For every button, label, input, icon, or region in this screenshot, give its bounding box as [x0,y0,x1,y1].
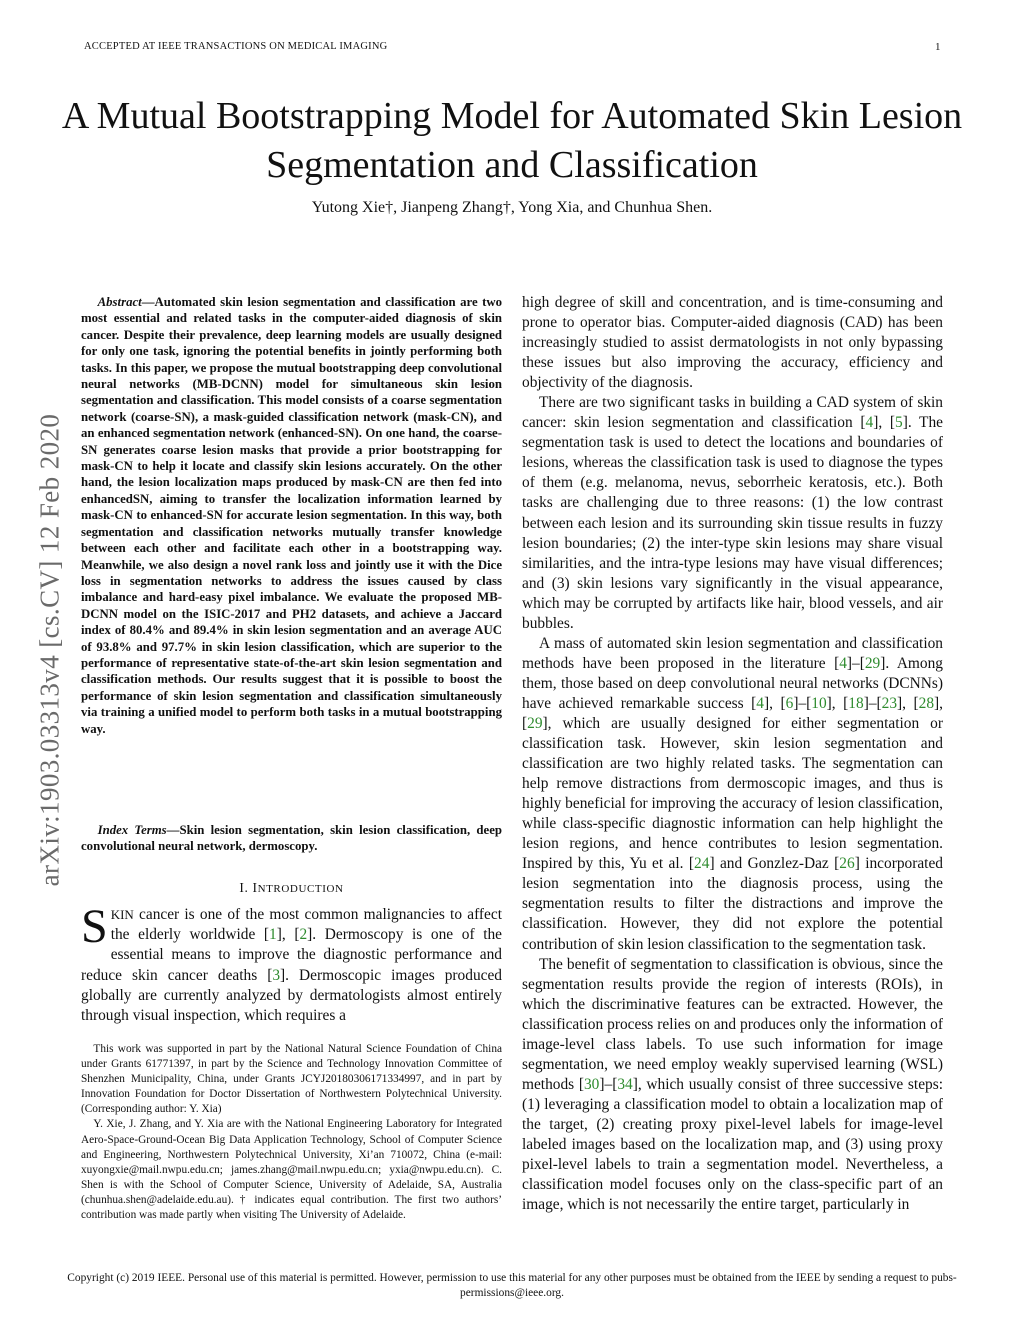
intro-text: cancer is one of the most common malignancies to affect the elderly worldwide [ [110,906,502,944]
citation-link[interactable]: 29 [864,654,881,672]
citation-link[interactable]: 26 [839,855,855,873]
section-heading-introduction [81,880,502,896]
right-column [522,293,943,1215]
body-text: ], [ [897,694,919,712]
body-text: ], [ [826,694,849,712]
citation-link[interactable]: 1 [269,926,277,944]
citation-link[interactable]: 6 [785,694,794,712]
body-text: ], [ [522,694,944,732]
citation-link[interactable]: 5 [894,414,903,432]
drop-cap: S [81,900,108,953]
arxiv-stamp [30,350,70,950]
copyright-notice: Copyright (c) 2019 IEEE. Personal use of this material is permitted. However, permission to use this material for any other purposes must be obtained from the IEEE by sending a request to pubs-permissions@ieee.org. [67,1272,957,1299]
index-terms-text: —Skin lesion segmentation, skin lesion classification, deep convolutional neural network, dermoscopy. [81,823,502,854]
body-paragraph [522,955,943,1216]
intro-text: ]. Dermoscopy is one of the essential means to improve the diagnostic performance and reduce skin cancer deaths [ [81,926,502,984]
intro-paragraph [81,900,502,1026]
body-text: A mass of automated skin lesion segmentation and classification methods have been proposed in the literature [ [522,634,943,672]
citation-link[interactable]: 30 [583,1075,600,1093]
author-list: Yutong Xie†, Jianpeng Zhang†, Yong Xia, and Chunhua Shen. [311,199,713,216]
body-text: ], which usually consist of three successive steps: (1) leveraging a classification model to obtain a localization map of the target, (2) creating proxy pixel-level labels for image-level labeled images based on the localization map, and (3) using proxy pixel-level labels to train a segmentation model. Nevertheless, a classification model focuses only on the class-specific part of an image, which is not necessarily the entire target, particularly in [522,1075,943,1214]
citation-link[interactable]: 28 [918,694,935,712]
footnotes [81,1042,502,1223]
body-text: ]–[ [599,1075,618,1093]
body-text: ]. Among them, those based on deep convolutional neural networks (DCNNs) have achieved remarkable success [ [522,654,943,712]
citation-link[interactable]: 4 [756,694,764,712]
section-title-initial: I [252,880,258,895]
body-paragraph [522,634,943,955]
running-head: ACCEPTED AT IEEE TRANSACTIONS ON MEDICAL IMAGING [84,41,388,52]
body-paragraph: high degree of skill and concentration, and is time-consuming and prone to operator bias. Computer-aided diagnosis (CAD) has been increasingly studied to assist dermatologists in not only bypassing these issues but also improving the accuracy, efficiency and objectivity of the diagnosis. [522,294,943,392]
paper-title: A Mutual Bootstrapping Model for Automated Skin Lesion Segmentation and Classification [61,95,963,186]
section-title-rest: NTRODUCTION [257,883,344,895]
citation-link[interactable]: 10 [811,694,827,712]
body-text: ], [ [873,414,895,432]
citation-link[interactable]: 4 [865,414,874,432]
first-word-rest: KIN [110,907,134,922]
citation-link[interactable]: 24 [694,855,710,873]
index-terms [81,822,502,855]
intro-text: ]. Dermoscopic images produced globally are currently analyzed by dermatologists almost entirely through visual inspection, which requires a [81,966,502,1025]
index-terms-heading: Index Terms [97,823,167,837]
body-text: ]–[ [793,694,812,712]
body-text: ] and Gonzlez-Daz [ [709,855,840,873]
arxiv-identifier: arXiv:1903.03313v4 [cs.CV] 12 Feb 2020 [34,413,65,887]
abstract-heading: Abstract [97,295,142,309]
citation-link[interactable]: 2 [299,926,308,944]
citation-link[interactable]: 23 [881,694,898,712]
page-number: 1 [935,41,941,53]
intro-text: ], [ [276,926,300,944]
abstract [81,294,502,737]
citation-link[interactable]: 3 [272,966,281,984]
funding-footnote: This work was supported in part by the National Natural Science Foundation of China under Grants 61771397, in part by the Science and Technology Innovation Committee of Shenzhen Municipality, China, under Grants JCYJ20180306171334997, and in part by Innovation Foundation for Doctor Dissertation of Northwestern Polytechnical University. (Corresponding author: Y. Xia) [81,1043,502,1116]
body-text: ]–[ [846,654,865,672]
section-number: I. [239,880,249,895]
citation-link[interactable]: 18 [848,694,864,712]
body-text: ] incorporated lesion segmentation into the diagnosis process, using the segmentation results to filter the distractions and improve the classification. However, they did not explore the potential contribution of skin lesion classification to the segmentation task. [522,855,943,953]
citation-link[interactable]: 34 [617,1075,633,1093]
body-paragraph [522,393,943,634]
body-text: ], which are usually designed for either segmentation or classification task. However, skin lesion segmentation and classification are two highly related tasks. The segmentation can help remove distractions from dermoscopic images, and thus is highly beneficial for improving the accuracy of lesion classification, while class-specific diagnostic information can help highlight the lesion regions, and hence contributes to lesion segmentation. Inspired by this, Yu et al. [ [522,714,943,873]
citation-link[interactable]: 29 [527,714,543,732]
body-text: ]–[ [863,694,882,712]
body-text: There are two significant tasks in building a CAD system of skin cancer: skin lesion segmentation and classification [ [522,394,943,432]
affiliation-footnote: Y. Xie, J. Zhang, and Y. Xia are with the National Engineering Laboratory for Integrated Aero-Space-Ground-Ocean Big Data Application Technology, School of Computer Science and Engineering, Northwestern Polytechnical University, Xi’an 710072, China (e-mail: xuyongxie@mail.nwpu.edu.cn; james.zhang@mail.nwpu.edu.cn; yxia@nwpu.edu.cn). C. Shen is with the School of Computer Science, University of Adelaide, SA, Australia (chunhua.shen@adelaide.edu.au). † indicates equal contribution. The first two authors’ contribution was made partly when visiting The University of Adelaide. [81,1118,502,1222]
body-text: The benefit of segmentation to classification is obvious, since the segmentation results provide the region of interests (ROIs), in which the discriminative features can be extracted. However, the classification process relies on and produces only the information of image-level class labels. To use such information for image segmentation, we need employ weakly supervised learning (WSL) methods [ [522,955,943,1093]
abstract-text: —Automated skin lesion segmentation and classification are two most essential and related tasks in the computer-aided diagnosis of skin cancer. Despite their prevalence, deep learning models are usually designed for only one task, ignoring the potential benefits in jointly performing both tasks. In this paper, we propose the mutual bootstrapping deep convolutional neural networks (MB-DCNN) model for simultaneous skin lesion segmentation and classification. This model consists of a coarse segmentation network (coarse-SN), a mask-guided classification network (mask-CN), and an enhanced segmentation network (enhanced-SN). On one hand, the coarse-SN generates coarse lesion masks that provide a prior bootstrapping for mask-CN to help it locate and classify skin lesions accurately. On the other hand, the lesion localization maps produced by mask-CN are then fed into enhancedSN, aiming to transfer the localization information learned by mask-CN to enhanced-SN for accurate lesion segmentation. In this way, both segmentation and classification networks mutually transfer knowledge between each other and facilitate each other in a bootstrapping way. Meanwhile, we also design a novel rank loss and jointly use it with the Dice loss in segmentation networks to address the issues caused by class imbalance and hard-easy pixel imbalance. We evaluate the proposed MB-DCNN model on the ISIC-2017 and PH2 datasets, and achieve a Jaccard index of 80.4% and 89.4% in skin lesion segmentation and an average AUC of 93.8% and 97.7% in skin lesion classification, which are superior to the performance of representative state-of-the-art skin lesion segmentation and classification methods. Our results suggest that it is possible to boost the performance of skin lesion segmentation and classification simultaneously via training a unified model to perform both tasks in a mutual bootstrapping way. [81,295,502,736]
body-text: ], [ [764,694,786,712]
body-text: ]. The segmentation task is used to detect the locations and boundaries of lesions, whereas the classification task is used to diagnose the types of them (e.g. melanoma, nevus, seborrheic keratosis, etc.). Both tasks are challenging due to three reasons: (1) the low contrast between each lesion and its surrounding skin tissue results in fuzzy lesion boundaries; (2) the inter-type skin lesions may share visual similarities, and the intra-type lesions may have visual differences; and (3) skin lesions vary significantly in the visual appearance, which may be corrupted by artifacts like hair, blood vessels, and air bubbles. [522,414,943,632]
citation-link[interactable]: 4 [839,654,847,672]
